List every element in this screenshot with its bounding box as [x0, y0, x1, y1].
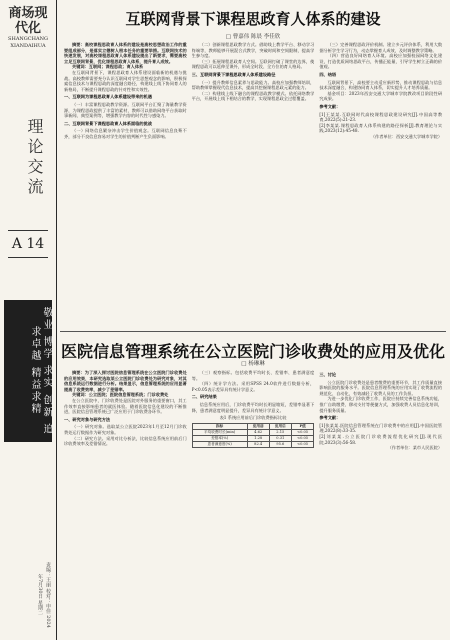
- article1-keywords: 关键词：互联网；课程思政；育人体系: [72, 64, 144, 70]
- article2-title: 医院信息管理系统在公立医院门诊收费处的应用及优化: [60, 342, 445, 361]
- article2-heading-1: 一、研究对象与研究方法: [64, 416, 111, 422]
- section-title: 理论交流: [25, 118, 44, 198]
- table-cell: <0.05: [291, 435, 314, 441]
- table-header-cell: 应用前: [247, 423, 269, 429]
- article2-heading-3: 三、讨论: [319, 372, 337, 377]
- article1-reference: [2]李某某.课程思政育人体系构建的路径探析[J].教育理论与实践,2023(12):45-48.: [319, 122, 443, 134]
- article2-paragraph: （三）观察指标。包括收费平均时长、差错率、患者满意度等。: [191, 370, 315, 381]
- table-cell: 4.62: [247, 429, 269, 435]
- article2-references-title: 参考文献：: [319, 415, 341, 421]
- article1-title: 互联网背景下课程思政育人体系的建设: [125, 10, 381, 28]
- article2-heading-2: 二、研究结果: [191, 394, 217, 400]
- masthead-title: 商场现代化: [8, 6, 48, 36]
- article2-paragraph: （一）研究对象。选取某公立医院2023年1月至12月门诊收费处运行数据作为研究对象。: [64, 424, 187, 435]
- table-cell: 差错率(%): [192, 435, 247, 441]
- article2-author-unit: （作者单位：某市人民医院）: [387, 445, 443, 451]
- table-cell: 95.6: [269, 441, 291, 447]
- table-header-cell: 指标: [192, 423, 247, 429]
- article2-column-3: [319, 370, 442, 635]
- article2-paragraph: 信息系统应用后，门诊收费平均时长明显缩短，差错率显著下降，患者满意度明显提升，差异具有统计学意义。: [191, 401, 315, 413]
- main-content: [60, 0, 446, 640]
- table-header-cell: 应用后: [269, 423, 291, 429]
- article1-heading-3: 三、互联网背景下课程思政育人体系建设路径: [191, 71, 276, 77]
- article1-paragraph: （三）完善课程思政评价机制。建立多元评价体系，利用大数据分析学生学习行为，动态掌握育人成效，及时调整教学策略。: [319, 42, 443, 53]
- article2-reference: [2]刘某某.公立医院门诊收费流程优化研究[J].现代医院,2023(3):56-58.: [319, 433, 443, 445]
- table-cell: <0.05: [291, 429, 314, 435]
- table-cell: 0.31: [269, 435, 291, 441]
- article1-paragraph: （四）营造良好网络育人环境。高校应加强校园网络文化建设，打造优质网络思政平台，传播正能量，引导学生树立正确的价值观。: [319, 53, 443, 70]
- table-cell: 2.15: [269, 429, 291, 435]
- section-page-label: A 14: [8, 230, 48, 258]
- table-cell: 1.28: [247, 435, 269, 441]
- article2-paragraph: 为进一步优化门诊收费工作，医院应持续完善信息系统功能，推广自助缴费、移动支付等便捷方式，加强收费人员信息化培训，提升服务质量。: [319, 396, 443, 413]
- article2-paragraph: （二）研究方法。采用对比分析法，比较信息系统应用前后门诊收费效率及差错情况。: [64, 435, 187, 447]
- article1-paragraph: （一）提升教师信息素养与思政能力。高校应加强教师培训，帮助教师掌握现代信息技术，提高其挖掘课程思政元素的能力。: [191, 79, 315, 91]
- motto-banner: 敬业 博学 求实 创新 追求卓越 精益求精: [4, 300, 52, 442]
- article2-author: □ 杨琳琳: [241, 361, 265, 367]
- table-cell: <0.05: [291, 441, 314, 447]
- table-cell: 患者满意度(%): [192, 441, 247, 447]
- article1-author-unit: （作者单位：西安交通大学城市学院）: [370, 133, 443, 139]
- article1-paragraph: （二）创新课程思政教学方式。借助线上教学平台、移动学习终端等，教师能够开展混合式教学，突破时间和空间限制，提高学生参与度。: [191, 42, 315, 59]
- article1-references-title: 参考文献：: [319, 103, 341, 109]
- article1-fund-note: 基金项目：2023年西安交通大学城市学院教改项目阶段性研究成果。: [319, 90, 443, 102]
- article2-keywords: 关键词：公立医院；医院信息管理系统；门诊收费处: [72, 392, 169, 398]
- article1-paragraph: （一）丰富课程思政教学资源。互联网平台汇聚了海量教学资源，为课程思政提供了丰富的素材，教师可以借助网络平台获取时事新闻、典型案例等，增强教学内容的时代性与感染力。: [64, 101, 187, 119]
- article2-intro: 在公立医院中，门诊收费处是医院对外服务的重要窗口，其工作效率直接影响患者的就医体验。随着医院信息化建设的不断推进，医院信息管理系统已广泛应用于门诊收费各环节。: [64, 397, 187, 415]
- edition-info: 责编：王丽 校对：申佳 2024年7月30日 星期二: [37, 562, 51, 628]
- article1-paragraph: （二）构建线上线下融合的课程思政教学模式。依托网络教学平台，开展线上线下相结合的教学，实现课程思政全过程覆盖。: [191, 90, 315, 102]
- article2-paragraph: （四）统计学方法。采用SPSS 24.0软件进行数据分析，P<0.05表示差异具有统计学意义。: [191, 381, 315, 392]
- article1-author: □ 曹嘉伟 陈晨 李佳欣: [225, 34, 281, 40]
- article1-column-1: [64, 42, 187, 327]
- article2-body: [64, 370, 442, 635]
- article1-heading-4: 四、结语: [319, 71, 337, 77]
- article2-paragraph: 公立医院门诊收费处是患者缴费的重要环节，其工作质量直接影响医院的服务水平。医院信息管理系统的应用实现了收费流程的规范化、自动化，有效减轻了收费人员的工作负担。: [319, 379, 443, 396]
- article1-body: [64, 42, 442, 327]
- data-table: [192, 423, 315, 448]
- article2-abstract: 摘要：为了深入探讨医院信息管理系统在公立医院门诊收费处的应用效果，本研究选取某公立医院门诊收费处为研究对象，对其信息系统运行数据进行分析。结果显示，信息管理系统的应用显著提高了收费效率，减少了差错率。: [64, 370, 187, 392]
- article1-heading-1: 一、互联网为课程思政育人体系建设带来的机遇: [64, 94, 152, 100]
- article-divider: [60, 331, 446, 332]
- article2-column-2: [192, 370, 315, 635]
- article1-reference: [1]王某某.互联网时代高校课程思政建设研究[J].中国高等教育,2022(5):21-23.: [319, 111, 443, 123]
- newspaper-masthead: [4, 6, 52, 66]
- article1-column-3: [319, 42, 442, 327]
- table-header-cell: P值: [291, 423, 314, 429]
- article2-column-1: [64, 370, 187, 635]
- table-caption: 表1 系统应用前后门诊收费指标比较: [219, 415, 287, 421]
- table-row: [192, 441, 314, 447]
- table-cell: 平均收费时长(min): [192, 429, 247, 435]
- article1-column-2: [192, 42, 315, 327]
- article1-paragraph: 互联网背景下，高校要主动适应新形势，推动课程思政与信息技术深度融合，构建协同育人体系，切实提升人才培养质量。: [319, 79, 443, 91]
- masthead-subtitle: SHANGCHANG XIANDAIHUA: [8, 36, 48, 49]
- article1-abstract: 摘要：高校课程思政育人体系的建设是高校思想政治工作的重要组成部分，是落实立德树人根本任务的重要举措。互联网技术的快速发展，对高校课程思政育人体系建设提出了新要求，需要高校立足互联网背景，优化课程思政育人体系，提升育人成效。: [64, 42, 187, 64]
- sidebar: [0, 0, 57, 640]
- article1-intro: 在互联网背景下，课程思政育人体系建设面临新的机遇与挑战。高校教师需要充分认识互联网对学生思想观念的影响，积极探索信息技术与课程思政的深度融合路径，构建线上线下协同育人的新格局，不断提升课程思政的针对性和实效性。: [64, 69, 187, 92]
- article2-reference: [1]张某某.医院信息管理系统在门诊收费中的应用[J].中国医院管理,2022(8):33-35.: [319, 422, 443, 434]
- article1-paragraph: （一）网络信息繁杂冲击学生价值观念。互联网信息良莠不齐，部分不良信息容易对学生的价值判断产生负面影响。: [64, 128, 187, 139]
- article1-heading-2: 二、互联网背景下课程思政育人体系面临的挑战: [64, 120, 152, 126]
- article1-paragraph: （三）拓展课程思政育人空间。互联网打破了课堂的边界，使课程思政可以延伸至课外，形成全时段、全方位的育人格局。: [191, 58, 315, 70]
- table-cell: 82.4: [247, 441, 269, 447]
